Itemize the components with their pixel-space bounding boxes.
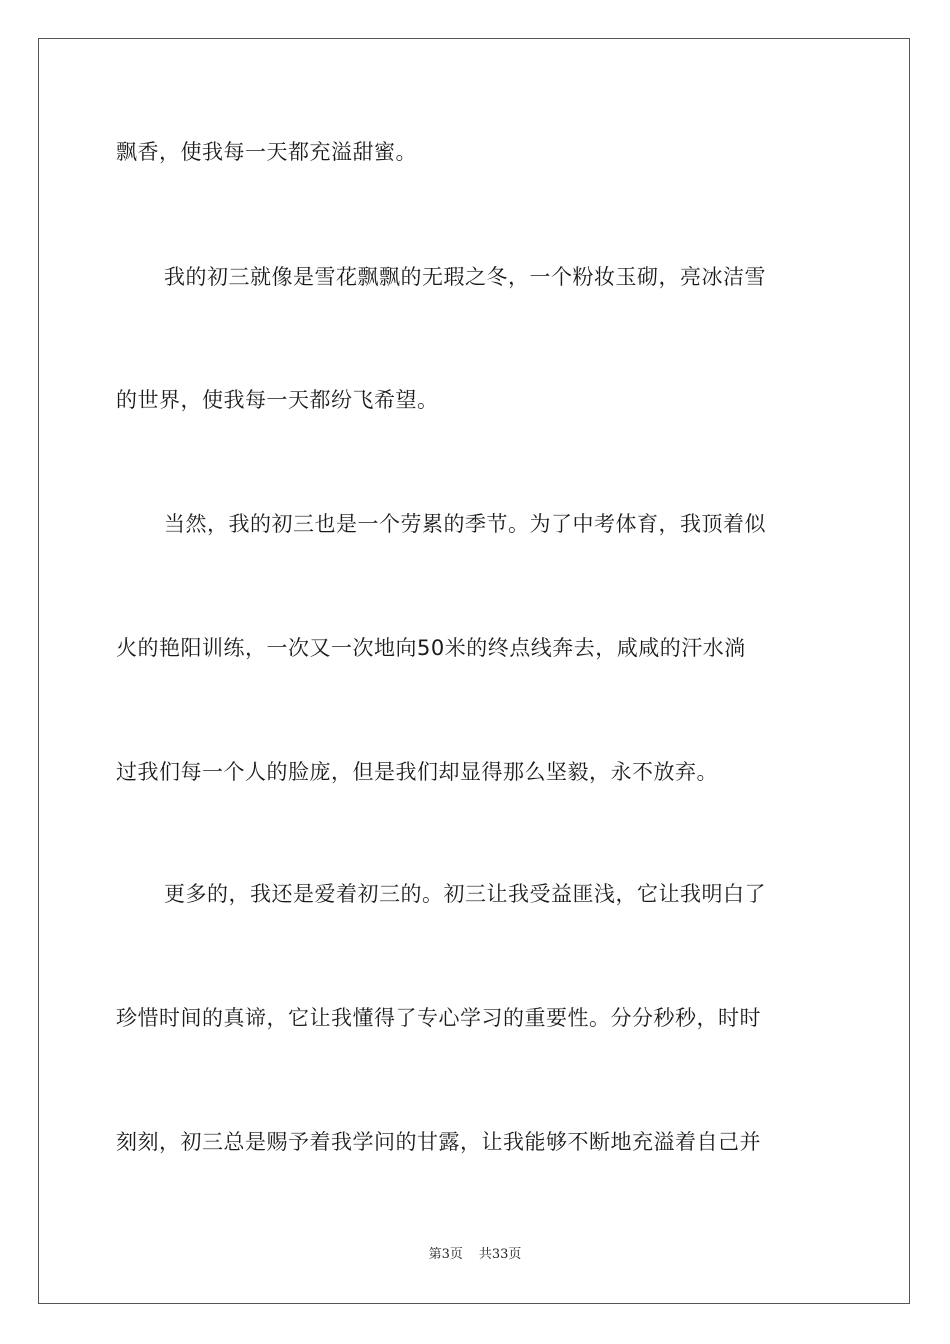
text-line-9: 刻刻，初三总是赐予着我学问的甘露，让我能够不断地充溢着自己并 — [116, 1130, 761, 1154]
page-number: 第3页 — [428, 1247, 463, 1262]
text-line-5: 火的艳阳训练，一次又一次地向50米的终点线奔去，咸咸的汗水淌 — [116, 636, 746, 660]
page-total: 共33页 — [478, 1247, 522, 1262]
text-line-6: 过我们每一个人的脸庞，但是我们却显得那么坚毅，永不放弃。 — [116, 760, 718, 784]
text-line-7: 更多的，我还是爱着初三的。初三让我受益匪浅，它让我明白了 — [164, 882, 766, 906]
text-line-1: 飘香，使我每一天都充溢甜蜜。 — [116, 140, 417, 164]
text-line-3: 的世界，使我每一天都纷飞希望。 — [116, 388, 439, 412]
text-line-2: 我的初三就像是雪花飘飘的无瑕之冬，一个粉妆玉砌，亮冰洁雪 — [164, 265, 766, 289]
page-frame — [38, 38, 910, 1304]
text-line-4: 当然，我的初三也是一个劳累的季节。为了中考体育，我顶着似 — [164, 512, 766, 536]
page-footer — [0, 1246, 950, 1264]
text-line-8: 珍惜时间的真谛，它让我懂得了专心学习的重要性。分分秒秒，时时 — [116, 1006, 761, 1030]
